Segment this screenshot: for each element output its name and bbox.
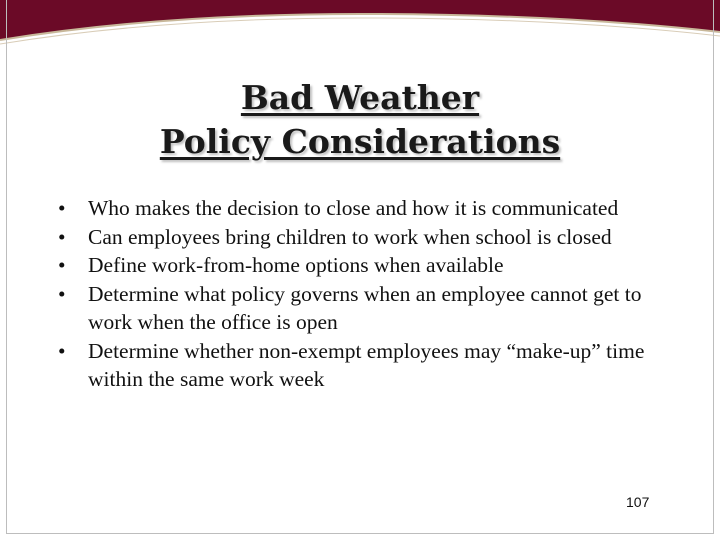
bullet-text: Can employees bring children to work when school is closed [88,224,612,249]
list-item [52,194,672,223]
bullet-list [52,194,672,394]
list-item [52,337,672,394]
title-line-1: Bad Weather [240,78,480,117]
header-banner [0,0,720,70]
list-item [52,251,672,280]
bullet-text: Define work-from-home options when available [88,253,504,277]
bullet-text: Determine what policy governs when an employee cannot get to work when the office is open [88,281,642,334]
bullet-icon: • [58,253,66,277]
list-item [52,223,672,252]
bullet-icon: • [58,224,66,249]
bullet-icon: • [58,196,66,220]
page-number: 107 [626,494,650,510]
bullet-text: Who makes the decision to close and how it is communicated [88,196,619,220]
bullet-icon: • [58,281,66,306]
title-line-2: Policy Considerations [159,122,561,161]
slide-title [0,76,720,164]
bullet-icon: • [58,338,66,363]
bullet-text: Determine whether non-exempt employees may “make-up” time within the same work week [88,338,645,391]
list-item [52,280,672,337]
banner-band [0,0,720,40]
